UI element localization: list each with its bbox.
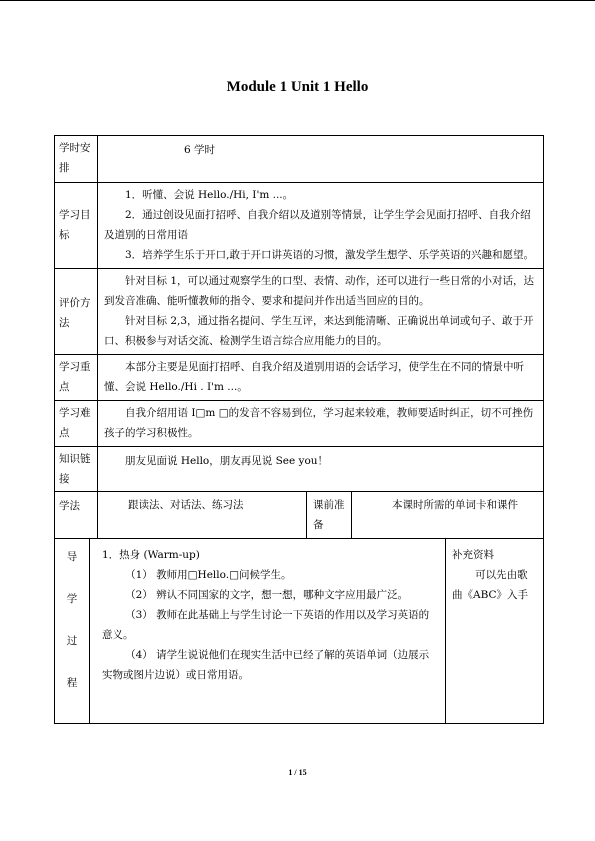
process-step: （3） 教师在此基础上与学生讨论一下英语的作用以及学习英语的意义。 bbox=[102, 609, 430, 641]
process-label-char: 导 bbox=[66, 551, 78, 563]
row-evaluation bbox=[55, 269, 543, 355]
evaluation-item: 针对目标 1，可以通过观察学生的口型、表情、动作，还可以进行一些日常的小对话，达到发音准确、能听懂教师的指令、要求和提问并作出适当回应的目的。 bbox=[104, 275, 535, 307]
label-goals: 学习目标 bbox=[55, 183, 98, 268]
row-difficulties bbox=[55, 401, 543, 447]
row-goals bbox=[55, 183, 543, 269]
content-method: 跟读法、对话法、练习法 bbox=[98, 492, 307, 538]
knowledge-text: 朋友见面说 Hello，朋友再见说 See you！ bbox=[125, 455, 329, 467]
label-method: 学法 bbox=[55, 492, 98, 538]
side-notes bbox=[446, 539, 543, 723]
process-step: （4） 请学生说说他们在现实生活中已经了解的英语单词（边展示实物或图片边说）或日常用语。 bbox=[102, 649, 430, 681]
label-evaluation: 评价方法 bbox=[55, 269, 98, 354]
row-process bbox=[55, 539, 543, 723]
process-step: （1） 教师用□Hello.□问候学生。 bbox=[125, 569, 292, 581]
hours-text: 6 学时 bbox=[184, 144, 216, 156]
content-prep: 本课时所需的单词卡和课件 bbox=[392, 499, 518, 511]
row-hours bbox=[55, 136, 543, 183]
row-keypoints bbox=[55, 355, 543, 401]
keypoints-text: 本部分主要是见面打招呼、自我介绍及道别用语的会话学习，使学生在不同的情景中听懂、会说 Hello./Hi . I'm ...。 bbox=[104, 361, 524, 393]
label-hours: 学时安排 bbox=[55, 136, 98, 182]
header-rule bbox=[0, 0, 595, 1]
goal-item: 1．听懂、会说 Hello./Hi, I'm ...。 bbox=[125, 189, 294, 201]
content-knowledge bbox=[98, 447, 543, 491]
content-process bbox=[90, 539, 446, 723]
process-label-char: 程 bbox=[66, 677, 78, 689]
label-keypoints: 学习重点 bbox=[55, 355, 98, 400]
process-step: （2） 辨认不同国家的文字，想一想，哪种文字应用最广泛。 bbox=[125, 589, 409, 601]
page-title: Module 1 Unit 1 Hello bbox=[226, 79, 369, 95]
content-evaluation bbox=[98, 269, 543, 354]
goal-item: 2．通过创设见面打招呼、自我介绍以及道别等情景，让学生学会见面打招呼、自我介绍及道别的日常用语 bbox=[104, 209, 531, 241]
content-difficulties bbox=[98, 401, 543, 446]
process-label-char: 学 bbox=[66, 593, 78, 605]
difficulties-text: 自我介绍用语 I□m □的发音不容易到位，学习起来较难，教师要适时纠正，切不可挫伤孩子的学习积极性。 bbox=[104, 407, 534, 439]
label-process bbox=[55, 539, 90, 723]
content-goals bbox=[98, 183, 543, 268]
process-label-char: 过 bbox=[66, 635, 78, 647]
row-method bbox=[55, 492, 543, 539]
label-difficulties: 学习难点 bbox=[55, 401, 98, 446]
row-knowledge bbox=[55, 447, 543, 492]
evaluation-item: 针对目标 2,3，通过指名提问、学生互评，来达到能清晰、正确说出单词或句子、敢于开口、积极参与对话交流、检测学生语言综合应用能力的目的。 bbox=[104, 315, 534, 347]
label-knowledge: 知识链接 bbox=[55, 447, 98, 491]
page-number: 1 / 15 bbox=[288, 768, 307, 777]
side-notes-text: 可以先由歌曲《ABC》入手 bbox=[452, 569, 529, 601]
label-prep: 课前准备 bbox=[307, 492, 352, 538]
process-heading: 1．热身 (Warm-up) bbox=[102, 549, 200, 561]
content-keypoints bbox=[98, 355, 543, 400]
lesson-plan-table bbox=[54, 135, 544, 724]
goal-item: 3．培养学生乐于开口,敢于开口讲英语的习惯，激发学生想学、乐学英语的兴趣和愿望。 bbox=[125, 249, 535, 261]
content-hours bbox=[98, 136, 543, 182]
side-notes-title: 补充资料 bbox=[452, 549, 494, 561]
